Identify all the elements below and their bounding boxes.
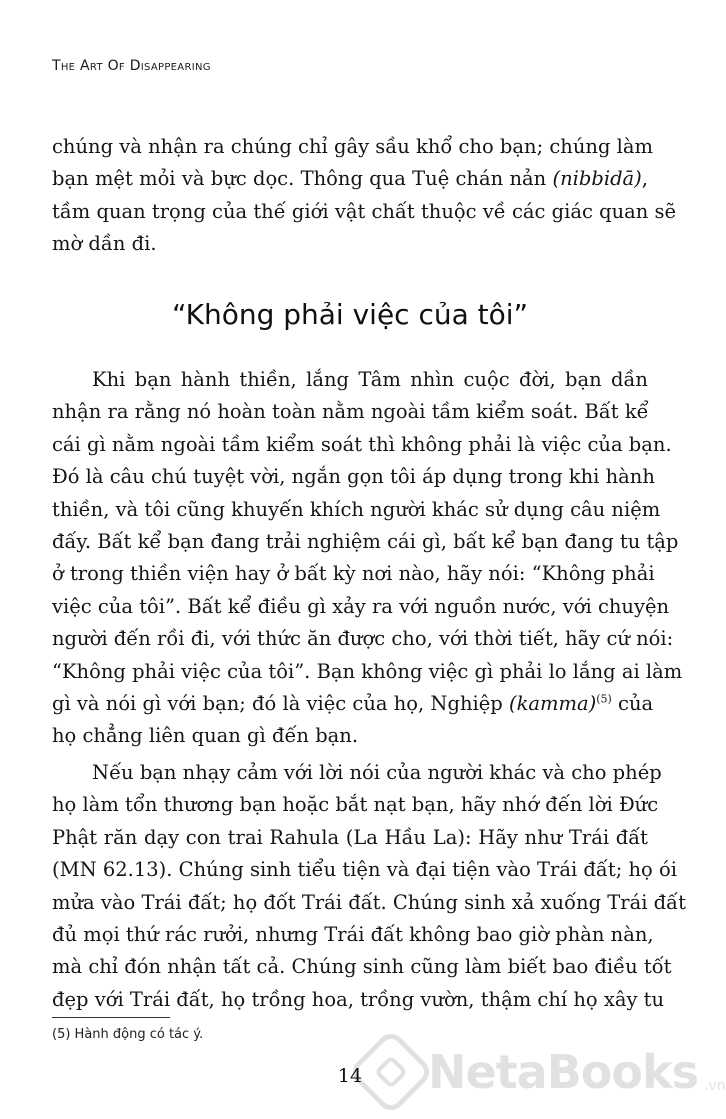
- text-fragment: của: [611, 692, 654, 716]
- text-line: [52, 688, 654, 720]
- text-line: ở trong thiền viện hay ở bất kỳ nơi nào, hãy nói: “Không phải: [52, 562, 655, 586]
- watermark-brand: NetaBooks: [428, 1045, 698, 1099]
- text-line: người đến rồi đi, với thức ăn được cho, với thời tiết, hãy cứ nói:: [52, 627, 674, 651]
- text-line: họ làm tổn thương bạn hoặc bắt nạt bạn, hãy nhớ đến lời Đức: [52, 793, 659, 817]
- watermark-suffix: .vn: [703, 1078, 726, 1094]
- text-line: đủ mọi thứ rác rưởi, nhưng Trái đất không bao giờ phàn nàn,: [52, 923, 654, 947]
- page-number: 14: [337, 1065, 363, 1087]
- text-line: tầm quan trọng của thế giới vật chất thuộc về các giác quan sẽ: [52, 199, 677, 223]
- footnote-divider: [52, 1017, 170, 1018]
- text-line: Nếu bạn nhạy cảm với lời nói của người khác và cho phép: [92, 761, 662, 784]
- text-line: chúng và nhận ra chúng chỉ gây sầu khổ cho bạn; chúng làm: [52, 135, 653, 158]
- text-line: việc của tôi”. Bất kể điều gì xảy ra với nguồn nước, với chuyện: [52, 594, 670, 618]
- text-line: đấy. Bất kể bạn đang trải nghiệm cái gì, bất kể bạn đang tu tập: [52, 530, 679, 554]
- pali-term: (nibbidā): [552, 167, 642, 191]
- paragraph-2: [52, 364, 683, 753]
- pali-term: (kamma): [509, 692, 597, 716]
- running-head: The Art Of Disappearing: [52, 58, 211, 74]
- paragraph-3: [52, 757, 686, 1016]
- footnote: (5) Hành động có tác ý.: [52, 1027, 204, 1042]
- text-line: thiền, và tôi cũng khuyến khích người khác sử dụng câu niệm: [52, 497, 661, 521]
- text-line: đẹp với Trái đất, họ trồng hoa, trồng vườn, thậm chí họ xây tu: [52, 987, 665, 1011]
- footnote-reference: (5): [596, 692, 612, 706]
- text-line: cái gì nằm ngoài tầm kiểm soát thì không phải là việc của bạn.: [52, 432, 672, 456]
- text-fragment: ,: [641, 167, 648, 191]
- text-fragment: bạn mệt mỏi và bực dọc. Thông qua Tuệ chán nản: [52, 167, 553, 191]
- text-line: Phật răn dạy con trai Rahula (La Hầu La): Hãy như Trái đất: [52, 825, 648, 849]
- section-heading: “Không phải việc của tôi”: [171, 298, 529, 331]
- text-line: mờ dần đi.: [52, 232, 157, 256]
- text-line: mà chỉ đón nhận tất cả. Chúng sinh cũng làm biết bao điều tốt: [52, 955, 672, 979]
- paragraph-1: [52, 131, 677, 261]
- text-line: Khi bạn hành thiền, lắng Tâm nhìn cuộc đời, bạn dần: [92, 368, 648, 391]
- text-line: mửa vào Trái đất; họ đốt Trái đất. Chúng sinh xả xuống Trái đất: [52, 890, 686, 914]
- text-line: [52, 163, 648, 195]
- text-line: Đó là câu chú tuyệt vời, ngắn gọn tôi áp dụng trong khi hành: [52, 465, 655, 489]
- text-line: họ chẳng liên quan gì đến bạn.: [52, 724, 359, 748]
- text-line: nhận ra rằng nó hoàn toàn nằm ngoài tầm kiểm soát. Bất kể: [52, 400, 649, 424]
- text-fragment: gì và nói gì với bạn; đó là việc của họ, Nghiệp: [52, 692, 509, 716]
- text-line: (MN 62.13). Chúng sinh tiểu tiện và đại tiện vào Trái đất; họ ói: [52, 858, 677, 882]
- text-line: “Không phải việc của tôi”. Bạn không việc gì phải lo lắng ai làm: [52, 659, 683, 683]
